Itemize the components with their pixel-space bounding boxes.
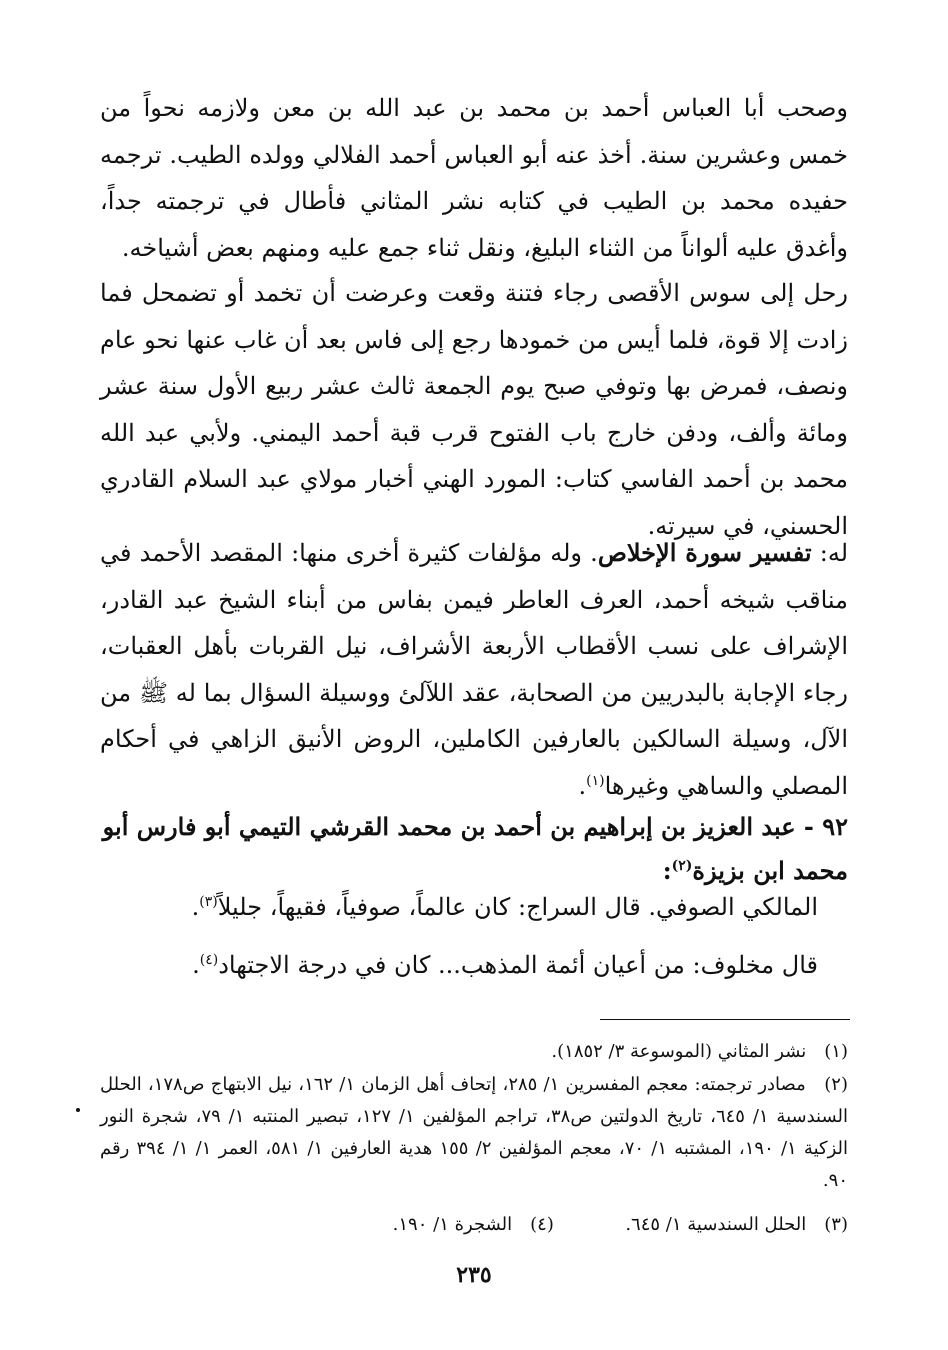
entry-line-2-text: قال مخلوف: من أعيان أئمة المذهب... كان في درجة الاجتهاد xyxy=(218,951,818,979)
footnote-4-number: (٤) xyxy=(530,1214,554,1235)
paragraph-3-rest: . وله مؤلفات كثيرة أخرى منها: المقصد الأحمد في مناقب شيخه أحمد، العرف العاطر فيمن بفاس من أبناء الشيخ عبد القادر، الإشراف على نسب الأقطاب الأربعة الأشراف، نيل القربات بأهل العقبات، رجاء الإجابة بالبدريين من الصحابة، عقد اللآلئ ووسيلة السؤال بما له ﷺ من الآل، وسيلة السالكين بالعارفين الكاملين، الروض الأنيق الزاهي في أحكام المصلي والساهي وغيرها xyxy=(100,539,849,800)
footnote-1-text: نشر المثاني (الموسوعة ٣/ ١٨٥٢). xyxy=(551,1041,807,1062)
footnote-ref-3: (٣) xyxy=(199,894,218,910)
footnote-divider xyxy=(600,1019,850,1020)
footnote-2-text: مصادر ترجمته: معجم المفسرين ١/ ٢٨٥، إتحاف أهل الزمان ١/ ١٦٢، نيل الابتهاج ص١٧٨، الحلل السندسية ١/ ٦٤٥، تاريخ الدولتين ص٣٨، تراجم المؤلفين ١/ ١٢٧، تبصير المنتبه ١/ ٧٩، شجرة النور الزكية ١/ ١٩٠، المشتبه ١/ ٧٠، معجم المؤلفين ٢/ ١٥٥ هدية العارفين ١/ ٥٨١، العمر ١/ ١/ ٣٩٤ رقم ٩٠. xyxy=(100,1074,848,1191)
footnote-1-number: (١) xyxy=(824,1041,848,1062)
paragraph-1-text: وصحب أبا العباس أحمد بن محمد بن عبد الله بن معن ولازمه نحواً من خمس وعشرين سنة. أخذ عنه أبو العباس أحمد الفلالي وولده الطيب. ترجمه حفيده محمد بن الطيب في كتابه نشر المثاني فأطال في ترجمته جداً، وأغدق عليه ألواناً من الثناء البليغ، ونقل ثناء جمع عليه ومنهم بعض أشياخه. xyxy=(100,94,848,262)
entry-heading xyxy=(100,805,848,893)
paragraph-3 xyxy=(100,530,848,809)
paragraph-3-bold-title: تفسير سورة الإخلاص xyxy=(597,538,812,567)
page-number: ٢٣٥ xyxy=(456,1262,492,1288)
paragraph-3-end: . xyxy=(578,771,587,800)
paragraph-2 xyxy=(100,270,848,549)
footnote-1 xyxy=(100,1036,848,1068)
footnote-3-number: (٣) xyxy=(824,1214,848,1235)
footnotes-3-4 xyxy=(100,1209,848,1241)
footnote-ref-2: (٢) xyxy=(671,858,693,874)
margin-dot xyxy=(76,1108,80,1112)
entry-line-2-end: . xyxy=(192,951,200,979)
entry-line-2 xyxy=(118,951,818,979)
entry-line-1-end: . xyxy=(191,893,200,921)
entry-line-1-text: المالكي الصوفي. قال السراج: كان عالماً، صوفياً، فقيهاً، جليلاً xyxy=(217,893,818,921)
footnote-2 xyxy=(100,1069,848,1197)
paragraph-3-start: له: xyxy=(811,539,849,567)
entry-number: ٩٢ - xyxy=(795,812,848,841)
entry-title-end: : xyxy=(662,856,672,885)
paragraph-1 xyxy=(100,85,848,271)
footnote-ref-4: (٤) xyxy=(199,952,219,968)
entry-line-1 xyxy=(118,893,818,921)
footnote-4-text: الشجرة ١/ ١٩٠. xyxy=(392,1214,513,1235)
paragraph-2-text: رحل إلى سوس الأقصى رجاء فتنة وقعت وعرضت أن تخمد أو تضمحل فما زادت إلا قوة، فلما أيس من خمودها رجع إلى فاس بعد أن غاب عنها نحو عام ونصف، فمرض بها وتوفي صبح يوم الجمعة ثالث عشر ربيع الأول سنة عشر ومائة وألف، ودفن خارج باب الفتوح قرب قبة أحمد اليمني. ولأبي عبد الله محمد بن أحمد الفاسي كتاب: المورد الهني أخبار مولاي عبد السلام القادري الحسني، في سيرته. xyxy=(100,279,848,540)
footnote-3-text: الحلل السندسية ١/ ٦٤٥. xyxy=(625,1214,807,1235)
footnote-ref-1: (١) xyxy=(586,772,605,789)
entry-title: عبد العزيز بن إبراهيم بن أحمد بن محمد القرشي التيمي أبو فارس أبو محمد ابن بزيزة xyxy=(102,812,848,885)
footnote-2-number: (٢) xyxy=(824,1074,848,1095)
